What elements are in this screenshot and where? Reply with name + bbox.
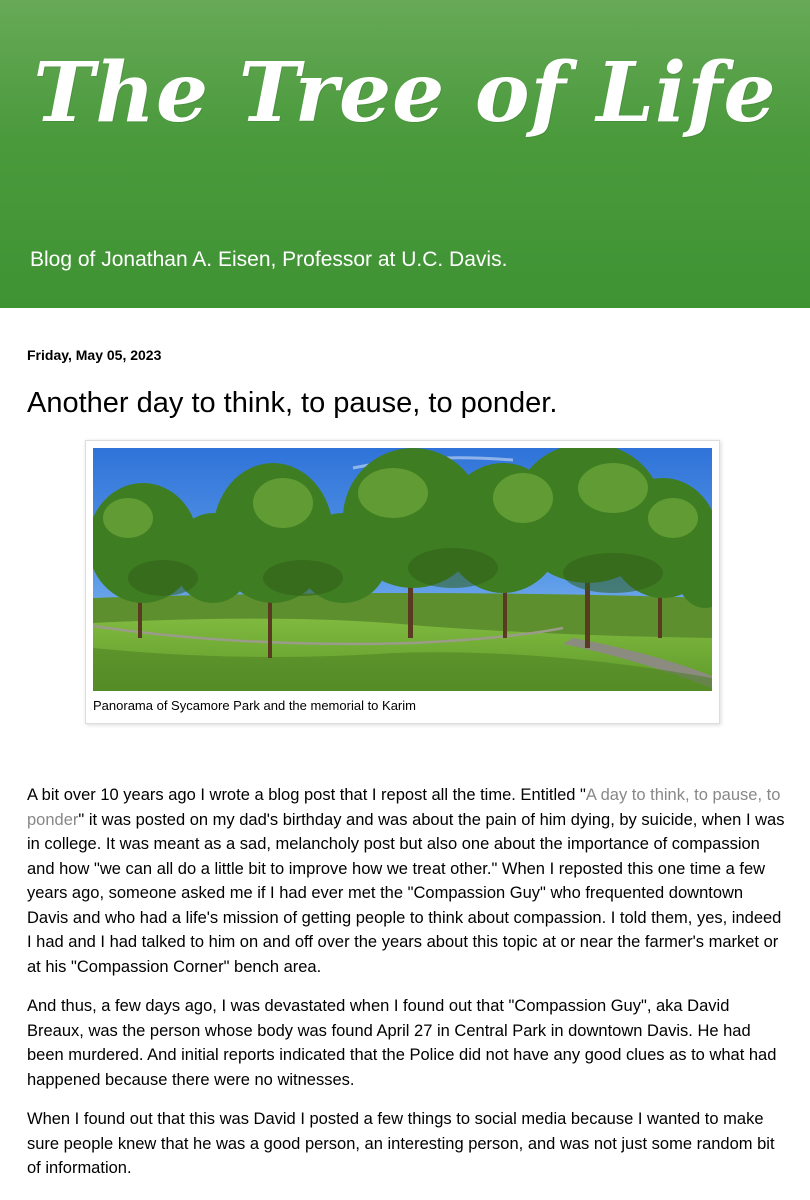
image-caption: Panorama of Sycamore Park and the memorial to Karim xyxy=(93,698,416,713)
post-paragraph: And thus, a few days ago, I was devastated when I found out that "Compassion Guy", aka David Breaux, was the person whose body was found April 27 in Central Park in downtown Davis. He had been murdered. And initial reports indicated that the Police did not have any good clues as to what had happened because there were no witnesses. xyxy=(27,997,777,1089)
park-panorama-image[interactable] xyxy=(93,448,712,691)
blog-title[interactable]: The Tree of Life xyxy=(33,45,777,141)
blog-header xyxy=(0,0,810,308)
post-body xyxy=(27,783,787,1196)
post-paragraph xyxy=(27,783,787,979)
blog-subtitle: Blog of Jonathan A. Eisen, Professor at U.C. Davis. xyxy=(30,248,508,271)
post-title[interactable]: Another day to think, to pause, to ponder. xyxy=(27,387,558,419)
post-image-frame xyxy=(85,440,720,724)
day-to-think-link[interactable]: A day to think, to pause, to ponder xyxy=(27,786,781,829)
post-paragraph: When I found out that this was David I posted a few things to social media because I wanted to make sure people knew that he was a good person, an interesting person, and was not just some random bit of information. xyxy=(27,1110,775,1177)
post-date: Friday, May 05, 2023 xyxy=(27,347,162,363)
paragraph-text: A bit over 10 years ago I wrote a blog post that I repost all the time. Entitled " xyxy=(27,786,586,804)
paragraph-text: " it was posted on my dad's birthday and was about the pain of him dying, by suicide, when I was in college. It was meant as a sad, melancholy post but also one about the importance of compassion and how "we can all do a little bit to improve how we treat other." When I reposted this one time a few years ago, someone asked me if I had ever met the "Compassion Guy" who frequented downtown Davis and who had a life's mission of getting people to think about compassion. I told them, yes, indeed I had and I had talked to him on and off over the years about this topic at or near the farmer's market or at his "Compassion Corner" bench area. xyxy=(27,810,785,976)
